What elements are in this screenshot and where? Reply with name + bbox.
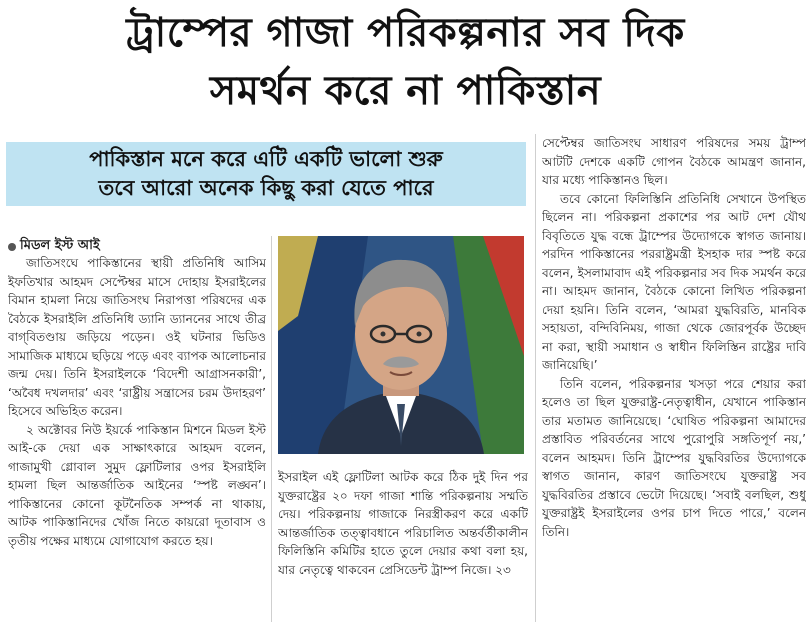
portrait-photo-illustration bbox=[278, 236, 524, 454]
paragraph: তিনি বলেন, পরিকল্পনার খসড়া পরে শেয়ার করা হলেও তা ছিল যুক্তরাষ্ট্র-নেতৃত্বাধীন, যেখানে পাকিস্তান তার মতামত জানিয়েছে। ‘ঘোষিত পরিকল্পনা আমাদের প্রস্তাবিত পরিবর্তনের সাথে পুরোপুরি সঙ্গতিপূর্ণ নয়,’ বলেন আহমদ। তিনি ট্রাম্পের যুদ্ধবিরতির উদ্যোগকে স্বাগত জানান, কারণ জাতিসংঘে যুক্তরাষ্ট্র সব যুদ্ধবিরতির প্রস্তাবে ভেটো দিয়েছে। ‘সবাই বলছিল, শুধু যুক্তরাষ্ট্রই ইসরাইলের ওপর চাপ দিতে পারে,’ বলেন তিনি। bbox=[542, 376, 806, 539]
paragraph: জাতিসংঘে পাকিস্তানের স্থায়ী প্রতিনিধি আসিম ইফতিখার আহমদ সেপ্টেম্বর মাসে দোহায় ইসরাইলের বিমান হামলা নিয়ে জাতিসংঘ নিরাপত্তা পরিষদের এক বৈঠকে ইসরাইলি প্রতিনিধি ড্যানি ড্যাননের সাথে তীব্র বাগ্‌বিতণ্ডায় জড়িয়ে পড়েন। ওই ঘটনার ভিডিও সামাজিক মাধ্যমে ছড়িয়ে পড়ে এবং ব্যাপক আলোচনার জন্ম দেয়। তিনি ইসরাইলকে ‘বিদেশী আগ্রাসনকারী’, ‘অবৈধ দখলদার’ এবং ‘রাষ্ট্রীয় সন্ত্রাসের চরম উদাহরণ’ হিসেবে অভিহিত করেন। bbox=[8, 256, 266, 418]
column-divider bbox=[535, 134, 536, 622]
paragraph: ইসরাইল এই ফ্লোটিলা আটক করে ঠিক দুই দিন পর যুক্তরাষ্ট্রের ২০ দফা গাজা শান্তি পরিকল্পনায় সম্মতি দেয়। পরিকল্পনায় গাজাকে নিরস্ত্রীকরণ করে একটি আন্তর্জাতিক তত্ত্বাবধানে পরিচালিত অন্তর্বর্তীকালীন ফিলিস্তিনি কমিটির হাতে তুলে দেয়ার কথা বলা হয়, যার নেতৃত্বে থাকবেন প্রেসিডেন্ট ট্রাম্প নিজে। ২৩ bbox=[278, 470, 528, 577]
paragraph: তবে কোনো ফিলিস্তিনি প্রতিনিধি সেখানে উপস্থিত ছিলেন না। পরিকল্পনা প্রকাশের পর আট দেশ যৌথ বিবৃতিতে যুদ্ধ বন্ধে ট্রাম্পের উদ্যোগকে স্বাগত জানায়। পরদিন পাকিস্তানের পররাষ্ট্রমন্ত্রী ইসহাক দার স্পষ্ট করে বলেন, ইসলামাবাদ এই পরিকল্পনার সব দিক সমর্থন করে না। আহমদ জানান, বৈঠকে কোনো লিখিত পরিকল্পনা দেয়া হয়নি। তিনি বলেন, ‘আমরা যুদ্ধবিরতি, মানবিক সহায়তা, বন্দিবিনিময়, গাজা থেকে জোরপূর্বক উচ্ছেদ না করা, স্থায়ী সমাধান ও স্বাধীন ফিলিস্তিন রাষ্ট্রের দাবি জানিয়েছি।’ bbox=[542, 191, 806, 372]
article-column-1 bbox=[8, 254, 266, 622]
subheadline-box bbox=[6, 142, 526, 206]
headline-line-1: ট্রাম্পের গাজা পরিকল্পনার সব দিক bbox=[126, 10, 685, 56]
column-divider bbox=[271, 236, 272, 622]
bullet-icon bbox=[8, 243, 16, 251]
headline-line-2: সমর্থন করে না পাকিস্তান bbox=[209, 68, 602, 114]
portrait-photo bbox=[278, 236, 524, 454]
subheadline-line-1: পাকিস্তান মনে করে এটি একটি ভালো শুরু bbox=[89, 147, 443, 171]
paragraph: সেপ্টেম্বর জাতিসংঘ সাধারণ পরিষদের সময় ট্রাম্প আটটি দেশকে একটি গোপন বৈঠকে আমন্ত্রণ জানান, যার মধ্যে পাকিস্তানও ছিল। bbox=[542, 136, 806, 187]
headline bbox=[0, 4, 811, 120]
byline-source: মিডল ইস্ট আই bbox=[20, 238, 100, 253]
subheadline-line-2: তবে আরো অনেক কিছু করা যেতে পারে bbox=[98, 176, 434, 200]
article-column-3 bbox=[542, 134, 806, 622]
paragraph: ২ অক্টোবর নিউ ইয়র্কে পাকিস্তান মিশনে মিডল ইস্ট আই-কে দেয়া এক সাক্ষাৎকারে আহমদ বলেন, গাজামুখী গ্লোবাল সুমুদ ফ্লোটিলার ওপর ইসরাইলি হামলা ছিল আন্তর্জাতিক আইনের ‘স্পষ্ট লঙ্ঘন’। পাকিস্তানের কোনো কূটনৈতিক সম্পর্ক না থাকায়, আটক পাকিস্তানিদের খোঁজ নিতে কায়রো দূতাবাস ও তৃতীয় পক্ষের মাধ্যমে যোগাযোগ করতে হয়। bbox=[8, 422, 266, 548]
article-column-2 bbox=[278, 468, 528, 622]
